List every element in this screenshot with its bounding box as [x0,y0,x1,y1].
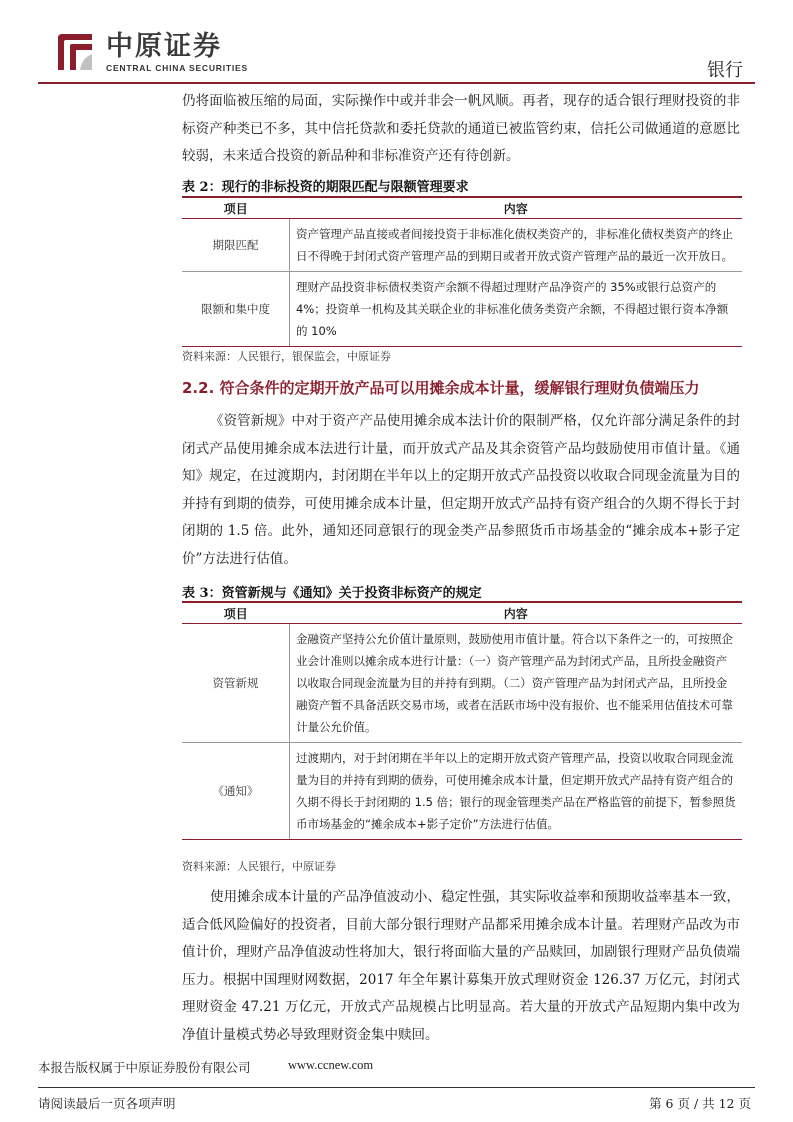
company-name-en: CENTRAL CHINA SECURITIES [106,63,248,73]
section-heading: 2.2. 符合条件的定期开放产品可以用摊余成本计量，缓解银行理财负债端压力 [182,379,700,397]
footer-disclaimer: 请阅读最后一页各项声明 [38,1096,176,1111]
table3-source: 资料来源：人民银行，中原证券 [182,860,336,873]
footer-copyright: 本报告版权属于中原证券股份有限公司 [38,1060,251,1075]
footer-page-number: 第 6 页 / 共 12 页 [649,1096,751,1111]
table3-row1-item: 资管新规 [182,624,290,743]
company-logo-icon [52,30,98,76]
table2-header-content: 内容 [290,197,743,219]
body-paragraph-2: 《资管新规》中对于资产产品使用摊余成本法计价的限制严格，仅允许部分满足条件的封闭式产品使用摊余成本法进行计量，而开放式产品及其余资管产品均鼓励使用市值计量。《通知》规定，在过渡期内，封闭期在半年以上的定期开放式产品投资以收取合同现金流量为目的并持有到期的债券，可使用摊余成本计量，但定期开放式产品持有资产组合的久期不得长于封闭期的 1.5 倍。此外，通知还同意银行的现金类产品参照货币市场基金的“摊余成本+影子定价”方法进行估值。 [182,413,740,567]
table2-row2-item: 限额和集中度 [182,272,290,347]
section-label: 银行 [707,60,743,81]
table3 [182,601,742,840]
table3-header-row [182,602,742,624]
table-row [182,219,742,272]
table3-row1-content: 金融资产坚持公允价值计量原则，鼓励使用市值计量。符合以下条件之一的，可按照企业会计准则以摊余成本进行计量：（一）资产管理产品为封闭式产品，且所投金融资产以收取合同现金流量为目的并持有到期。（二）资产管理产品为封闭式产品，且所投金融资产暂不具备活跃交易市场，或者在活跃市场中没有报价、也不能采用估值技术可靠计量公允价值。 [290,624,743,743]
footer-divider [38,1087,755,1088]
table3-header-content: 内容 [290,602,743,624]
table2-source: 资料来源：人民银行，银保监会，中原证券 [182,350,391,363]
table2-header-row [182,197,742,219]
table3-header-item: 项目 [182,602,290,624]
footer-url-link[interactable]: www.ccnew.com [288,1058,374,1072]
table2-title: 表 2：现行的非标投资的期限匹配与限额管理要求 [182,180,469,195]
table3-row2-content: 过渡期内，对于封闭期在半年以上的定期开放式资产管理产品，投资以收取合同现金流量为目的并持有到期的债券，可使用摊余成本计量，但定期开放式产品持有资产组合的久期不得长于封闭期的 1.5 倍；银行的现金管理类产品在严格监管的前提下，暂参照货币市场基金的“摊余成本+影子定价”方法进行估值。 [290,743,743,840]
header-divider [38,82,755,84]
table2-row2-content: 理财产品投资非标债权类资产余额不得超过理财产品净资产的 35%或银行总资产的 4%；投资单一机构及其关联企业的非标准化债务类资产余额，不得超过银行资本净额的 10% [290,272,743,347]
body-paragraph-3: 使用摊余成本计量的产品净值波动小、稳定性强，其实际收益率和预期收益率基本一致，适合低风险偏好的投资者，目前大部分银行理财产品都采用摊余成本计量。若理财产品改为市值计价，理财产品净值波动性将加大，银行将面临大量的产品赎回，加剧银行理财产品负债端压力。根据中国理财网数据，2017 年全年累计募集开放式理财资金 126.37 万亿元，封闭式理财资金 47.21 万亿元，开放式产品规模占比明显高。若大量的开放式产品短期内集中改为净值计量模式势必导致理财资金集中赎回。 [182,889,740,1043]
body-paragraph-1: 仍将面临被压缩的局面，实际操作中或并非会一帆风顺。再者，现存的适合银行理财投资的非标资产种类已不多，其中信托贷款和委托贷款的通道已被监管约束，信托公司做通道的意愿比较弱，未来适合投资的新品种和非标准资产还有待创新。 [182,93,740,164]
table-row [182,272,742,347]
table2-header-item: 项目 [182,197,290,219]
table3-title: 表 3：资管新规与《通知》关于投资非标资产的规定 [182,586,482,601]
table2-row1-content: 资产管理产品直接或者间接投资于非标准化债权类资产的，非标准化债权类资产的终止日不得晚于封闭式资产管理产品的到期日或者开放式资产管理产品的最近一次开放日。 [290,219,743,272]
company-name-cn: 中原证券 [106,31,222,62]
table-row [182,624,742,743]
table3-row2-item: 《通知》 [182,743,290,840]
table2 [182,196,742,347]
table2-row1-item: 期限匹配 [182,219,290,272]
table-row [182,743,742,840]
page-header [0,0,793,84]
